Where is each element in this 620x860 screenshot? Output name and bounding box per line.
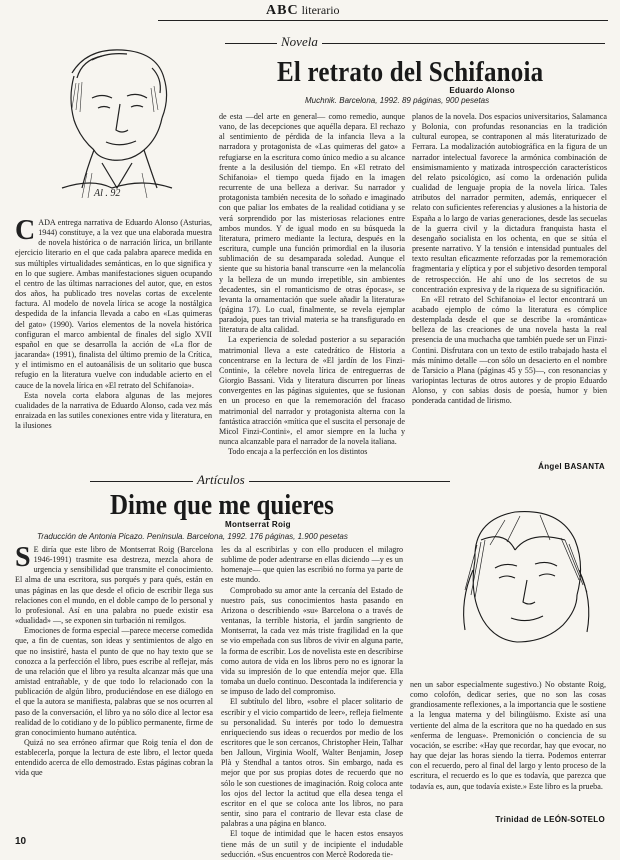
articles-col2-p2: Comprobado su amor ante la cercanía del Estado de nuestro país, sus conocimientos hasta pasando en Arizona o describiendo «su» Barcelona o a través de ventanas, la terrible historia, el jardín sangriento de Montserrat, la cada vez más triste fragilidad en la que se vio empeñada con sus libros de vivir en alguna parte, la forma de escribir. Los de novelista este en describirse como autora de vida en los libros pero no es ignorar la vida su impresión de lo que entendía mejor que. Ella tomaba un duelo continuo. Descontada la indiferencia y se impuso de lado del compromiso. xyxy=(221,585,403,697)
articles-col3-p1: nen un sabor especialmente sugestivo.) No obstante Roig, como colofón, dedicar series, que no son las cosas grandiosamente reflexiones, a la importancia que le sostiene a la lengua materna y del bilingüismo. Existe así una vertiente del alma de la escritora que no ha quedado en sus «enferma de lenguas». Premonición o conciencia de su vocación, se escribe: «Hay que recordar, hay que evocar, no hay que dejar las horas siendo la tierra. Podemos enterrar con el recuerdo, pero al final del largo y lento proceso de la escritura, el recuerdo es lo que es todavía, que parezca que todavía es, aun, que todavía existe.» Este libro es la prueba. xyxy=(410,680,606,791)
articles-author: Montserrat Roig xyxy=(225,520,291,529)
novel-author: Eduardo Alonso xyxy=(449,86,515,95)
articles-column-2 xyxy=(221,545,403,859)
novel-column-3 xyxy=(412,112,607,449)
novel-publication: Muchnik. Barcelona, 1992. 89 páginas, 900 pesetas xyxy=(305,96,490,105)
novel-paragraph xyxy=(15,215,212,391)
drop-cap-s: S xyxy=(15,542,31,573)
section-name-literario: literario xyxy=(298,3,340,17)
section-header xyxy=(266,3,340,19)
novel-col1-p1: ADA entrega narrativa de Eduardo Alonso (Asturias, 1944) constituye, a la vez que una elaborada muestra de novela histórica o de narración lírica, un brillante ejercicio literario en el que cada palabra aparece medida en sus múltiples virtualidades semánticas, en lo que significa y en lo que sugiere. Ambas manifestaciones siguen ocupando el centro de las últimas narraciones del autor, que, en estos dos años, ha publicado tres novelas cortas de excelente factura. Al modelo de novela lírica se acoge la nostálgica despedida de la infancia llevada a cabo en «Las quimeras del gato» (1990). Varios elementos de la novela histórica configuran el marco ambiental de finales del siglo XVII español en que se desarrolla la acción de «La flor de jacaranda» (1991), finalista del último premio de la Crítica, y el intimismo en el autoanálisis de un solitario que busca refugio en la literatura vuelve con indudable acierto en el cauce de la novela lírica en «El retrato del Schifanoia». xyxy=(15,218,212,390)
novel-col2-p1: de esta —del arte en general— como remedio, aunque vano, de las decepciones que aquélla depara. El rechazo al sentimiento de pérdida de la infancia lleva a la narradora y protagonista de «Las quimeras del gato» a refugiarse en la escritura como único medio a su alcance frente a la desilusión del tiempo. En «El retrato del Schifanoia» el tiempo queda fijado en la imagen recurrente de una belleza a derivar. Su narrador y protagonista también necesita de lo soñado e imaginado con que paliar los embates de la realidad cotidiana y se verá sorprendido por las misteriosas relaciones entre ambos mundos. Y de igual modo en su búsqueda la literatura, primero mediante la lectura, después en la escritura, cumple una función primordial en la ilusoria sublimación de su desamparada soledad. Aunque el siente que su historia banal transcurre «en la melancolía y la belleza de un mundo irrepetible, sin ambientes decadentes, sin el romanticismo de otras épocas», se levanta la ornamentación que suele añadir la literatura» (página 17). Lo cual, finalmente, se revela ejemplar paradoja, pues tan trivial materia se ha transfigurado en literatura de alta calidad. xyxy=(219,112,405,335)
novel-column-1 xyxy=(15,215,212,451)
author-portrait-eduardo-alonso xyxy=(32,38,197,203)
novel-col3-p2: En «El retrato del Schifanoia» el lector encontrará un acabado ejemplo de cómo la literatura es cómplice destemplada desde el que se describe la «romántica» belleza de las creaciones de una novela hasta la real presencia de una muchacha que también puede ser un Finzi-Contini. Disfrutara con un texto de estilo trabajado hasta el más mínimo detalle —con sólo un desacierto en el nombre de Tarsicio a Plana (páginas 45 y 55)—, con resonancias y variopintas lecturas de otros autores y de propio Eduardo Alonso, y con sabias dosis de poesía, humor y bien ponderada cantidad de lirismo. xyxy=(412,294,607,406)
articles-column-1 xyxy=(15,542,213,842)
articulos-label: Artículos xyxy=(193,472,249,488)
novel-column-2 xyxy=(219,112,405,472)
portrait-sketch-icon xyxy=(445,500,605,665)
section-name-abc: ABC xyxy=(266,3,299,18)
page-number: 10 xyxy=(15,836,27,847)
articles-col2-p3: El subtítulo del libro, «sobre el placer solitario de escribir y el vicio compartido de leer», refleja fielmente su personalidad. Su interés por todo lo demuestra enriqueciendo sus ideas o recuerdos por medio de los escritores que le son cercanos, Christopher Hein, Talhar ben Jalloun, Virginia Woolf, Walter Benjamin, Josep Plà y Stendhal a tantos otros. Sin embargo, nada es mejor que por sus propias dotes de recuerdo que no sólo le son cuestiones de imaginación. Roig coloca ante los ojos del lector la actitud que ella desea tenga el escritor en el que se coloca ante los libros, no para sentir, sino para el contrario de llevar esta clase de palabras a una página en blanco. xyxy=(221,697,403,829)
portrait-sketch-icon xyxy=(32,38,197,203)
novel-col1-p2: Esta novela corta elabora algunas de las mejores cualidades de la narrativa de Eduardo Alonso, cada vez más enraizada en las sutiles conexiones entre vida y literatura, en la ilusiones xyxy=(15,390,212,431)
articles-col2-p4: El toque de intimidad que le hacen estos ensayos tiene más de un sutil y de incipiente el indudable seducción. «Sus encuentros con Mercè Rodoreda tie- xyxy=(221,829,403,859)
novel-col2-p2: La experiencia de soledad posterior a su separación matrimonial lleva a este catedrático de Historia a concentrarse en la lectura de «El jardín de los Finzi-Contini», la célebre novela lírica de entreguerras de Giorgio Bassani. Vida y literatura discurren por líneas convergentes en las páginas siguientes, que se fusionan en un proceso en que la rememoración del fracaso matrimonial del narrador y protagonista alterna con la fantástica atracción «mítica que el suscita el personaje de Micol Finzi-Contini», el amor siempre en la lucha y nunca alcanzable para el narrador de la novela italiana. xyxy=(219,335,405,446)
articles-col1-p2: Emociones de forma especial —parece mecerse comedida que, a fin de cuentas, son ideas y sentimientos de algo en que no insistiré, hasta el punto de que no hay texto que se conozca a la perfección el libro, pues escribe al reflejar, más de una relación que el libro ya resulta alcanzar más que una amistad entrañable, y de que todo lo relacionado con la publicación de algún libro, produciéndose en ese diálogo en el que la autora se manifiesta, palabras que se nos ocurren al paso de la conversación, el libro ya no sólo dice al lector esa realidad de lo cotidiano y de lo público permanente, firme de gran conocimiento humano auténtica. xyxy=(15,626,213,737)
articles-publication: Traducción de Antonia Picazo. Península. Barcelona, 1992. 176 páginas, 1.900 pesetas xyxy=(37,532,348,541)
author-portrait-montserrat-roig xyxy=(445,500,605,665)
articulos-rule xyxy=(90,481,450,482)
articles-title: Dime que me quieres xyxy=(110,490,334,522)
articles-col2-p1: les da al escribirlas y con ello producen el milagro sublime de poder adentrarse en ellas diciendo —y es un homenaje— que quien las escribió no forma ya parte de este mundo. xyxy=(221,545,403,585)
articles-paragraph xyxy=(15,542,213,626)
drop-cap-c: C xyxy=(15,215,36,246)
articles-col1-p1: E diría que este libro de Montserrat Roig (Barcelona 1946-1991) trasmite esa destreza, mezcla ahora de urgencia y sensibilidad que transmite el conocimiento. El alma de una escritora, sus porqués y para qués, están en unas páginas en las que desde el oficio de escribir llega sus relaciones con el mundo, en el doble campo de lo personal y lo profesional. Así en una palabra no puede existir esa «dualidad» —, se exponen sin turbación ni remilgos. xyxy=(15,545,213,626)
novel-title: El retrato del Schifanoia xyxy=(277,57,544,89)
articles-col1-p3: Quizá no sea erróneo afirmar que Roig tenía el don de establecerla, porque la lectura de este libro, el lector queda entendido acerca de ello demostrado. Estas páginas cobran la vida que xyxy=(15,737,213,778)
novela-label: Novela xyxy=(277,34,322,50)
novel-reviewer: Ángel BASANTA xyxy=(538,462,605,471)
articles-reviewer: Trinidad de LEÓN-SOTELO xyxy=(495,815,605,824)
articles-column-3 xyxy=(410,680,606,805)
novel-col3-p1: planos de la novela. Dos espacios universitarios, Salamanca y Bolonia, con profundas resonancias en la tradición cultural europea, se contraponen al más literaturizado de Ferrara. La modalización autobiográfica en la figura de un narrador intelectual favorece la armónica combinación de ensimismamiento y matizada introspección característicos del relato psicológico, así como la ordenación pulida cualidad de lenguaje propia de la novela lírica. Tales atributos del narrador permiten, además, enriquecer el relato con suficientes referencias y alusiones a la historia de España a lo largo de varias generaciones, desde las secuelas de la guerra civil y la dictadura franquista hasta el desengaño socialista en los ochenta, en que se sitúa el presente narrativo. Y la tensión e intensidad puntuales del texto resultan eficazmente reforzadas por la rememoración fragmentaria y elíptica y por el subjetivo desorden temporal de retrospección. He ahí uno de los secretos de su concentración expresiva y de la riqueza de su significación. xyxy=(412,112,607,294)
novel-col2-p3: Todo encaja a la perfección en los distintos xyxy=(228,447,368,457)
svg-text:Al . 92: Al . 92 xyxy=(94,188,121,199)
header-rule xyxy=(158,20,608,21)
